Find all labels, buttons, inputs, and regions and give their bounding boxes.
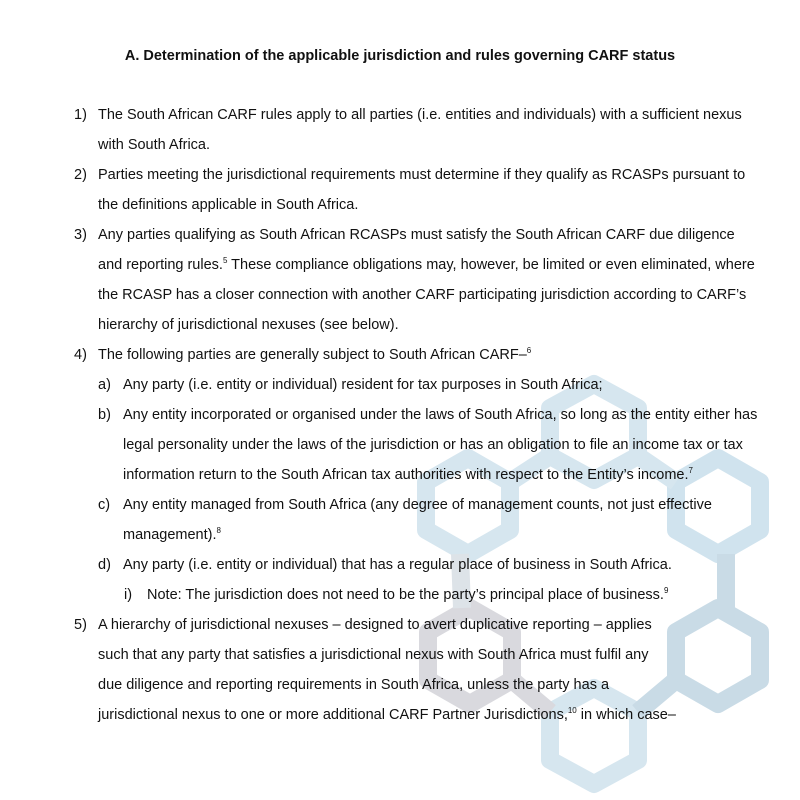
list-item-text-continued: in which case– [576, 707, 676, 723]
list-item-text: The following parties are generally subject to South African CARF– [98, 347, 527, 363]
list-marker: 1) [74, 107, 87, 123]
list-item-line: due diligence and reporting requirements in South Africa, unless the party has a [98, 677, 610, 693]
section-title: A. Determination of the applicable jurisdiction and rules governing CARF status [124, 48, 676, 64]
list-marker: c) [98, 497, 111, 513]
list-subitem-a [0, 370, 800, 400]
list-marker: 5) [74, 617, 87, 633]
list-item-text: Any entity managed from South Africa (any degree of management counts, not just effective management). [123, 497, 712, 543]
list-item-text: Parties meeting the jurisdictional requirements must determine if they qualify as RCASPs pursuant to the definitions applicable in South Africa. [98, 167, 746, 213]
list-marker: 4) [74, 347, 87, 363]
list-item-text: The South African CARF rules apply to all parties (i.e. entities and individuals) with a sufficient nexus with South Africa. [98, 107, 742, 153]
list-item-2 [0, 160, 800, 220]
list-marker: a) [98, 377, 111, 393]
document-body [0, 100, 800, 730]
footnote-ref[interactable]: 8 [216, 526, 221, 535]
list-marker: 3) [74, 227, 87, 243]
list-item-text: Any entity incorporated or organised under the laws of South Africa, so long as the entity either has legal personality under the laws of the jurisdiction or has an obligation to file an income tax or tax information return to the South African tax authorities with respect to the Entity’s income. [123, 407, 758, 483]
list-subitem-b [0, 400, 800, 490]
list-item-text: Any party (i.e. entity or individual) that has a regular place of business in South Africa. [123, 557, 672, 573]
list-subitem-d [0, 550, 800, 580]
list-item-line-last [98, 700, 760, 730]
list-item-text: Any parties qualifying as South African RCASPs must satisfy the South African CARF due diligence and reporting rules. [98, 227, 735, 273]
list-item-3 [0, 220, 800, 340]
list-item-text-continued: These compliance obligations may, however, be limited or even eliminated, where the RCASP has a closer connection with another CARF participating jurisdiction according to CARF’s hierarchy of jurisdictional nexuses (see below). [98, 257, 755, 333]
footnote-ref[interactable]: 7 [688, 466, 693, 475]
footnote-ref[interactable]: 9 [663, 586, 669, 595]
list-item-text: jurisdictional nexus to one or more additional CARF Partner Jurisdictions, [98, 707, 568, 723]
list-subitem-d-i [0, 580, 800, 610]
list-subitem-c [0, 490, 800, 550]
list-item-line: such that any party that satisfies a jurisdictional nexus with South Africa must fulfil any [98, 647, 649, 663]
list-marker: i) [124, 587, 133, 603]
list-item-4 [0, 340, 800, 370]
list-item-5 [0, 610, 800, 730]
list-marker: 2) [74, 167, 87, 183]
footnote-ref[interactable]: 5 [222, 256, 228, 265]
list-item-text: Any party (i.e. entity or individual) resident for tax purposes in South Africa; [123, 377, 603, 393]
list-item-text: Note: The jurisdiction does not need to be the party’s principal place of business. [147, 587, 664, 603]
list-marker: b) [98, 407, 111, 423]
list-marker: d) [98, 557, 111, 573]
footnote-ref[interactable]: 6 [526, 346, 532, 355]
footnote-ref[interactable]: 10 [567, 706, 577, 715]
list-item-1 [0, 100, 800, 160]
list-item-line: A hierarchy of jurisdictional nexuses – designed to avert duplicative reporting – applies [98, 617, 652, 633]
